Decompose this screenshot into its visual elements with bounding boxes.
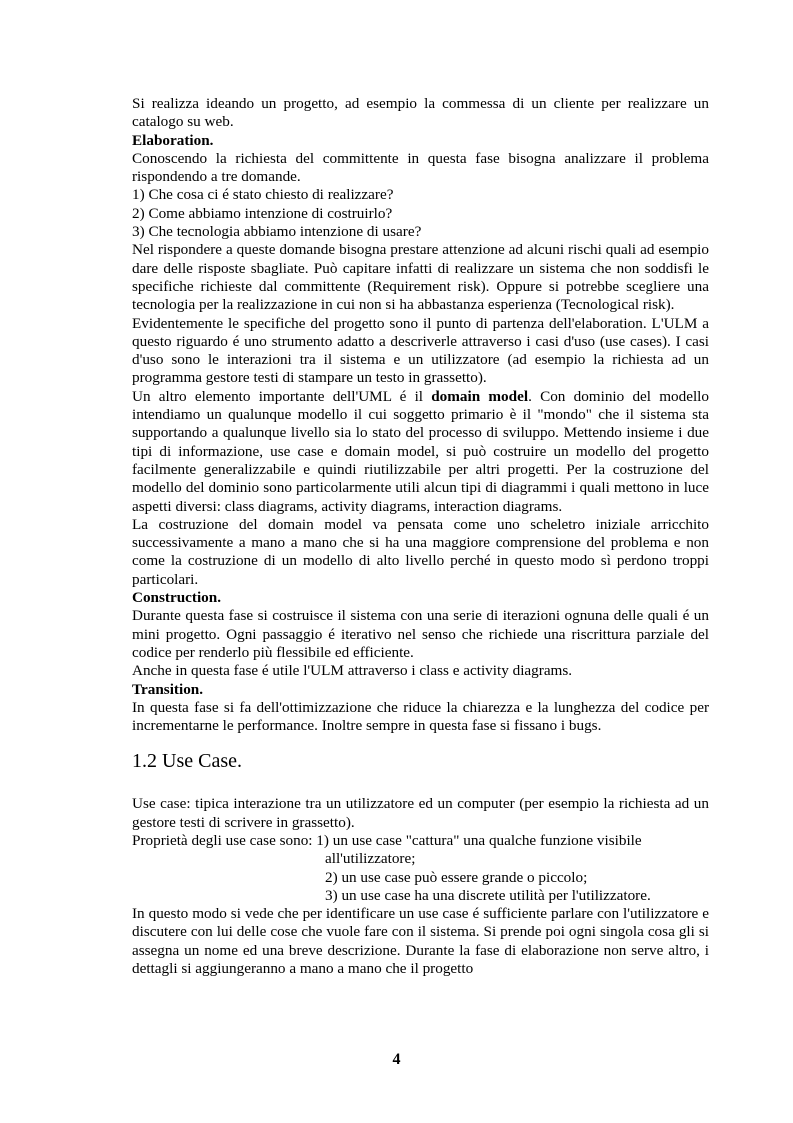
paragraph: Si realizza ideando un progetto, ad esempio la commessa di un cliente per realizzare un catalogo su web. xyxy=(132,95,709,131)
heading-construction: Construction. xyxy=(132,589,222,607)
text: . Con dominio del modello intendiamo un qualunque modello il cui soggetto primario è il "mondo" che il sistema sta supportando a qualunque livello sia lo stato del processo di sviluppo. Mettendo insieme i due tipi di informazione, use case e domain model, si può costruire un modello del progetto facilmente generalizzabile e quindi riutilizzabile per altri progetti. Per la costruzione del modello del dominio sono particolarmente utili alcun tipi di diagrammi i quali mettono in luce aspetti diversi: class diagrams, activity diagrams, interaction diagrams. xyxy=(132,387,709,515)
question-3: 3) Che tecnologia abbiamo intenzione di usare? xyxy=(132,223,422,241)
heading-transition: Transition. xyxy=(132,680,204,698)
paragraph: Nel rispondere a queste domande bisogna prestare attenzione ad alcuni rischi quali ad esempio dare delle risposte sbagliate. Può capitare infatti di realizzare un sistema che non soddisfi le specifiche richieste dal committente (Requirement risk). Oppure si potrebbe scegliere una tecnologia per la realizzazione in cui non si ha abbastanza esperienza (Tecnological risk). xyxy=(132,241,709,314)
document-body xyxy=(132,95,709,978)
property-line: 2) un use case può essere grande o piccolo; xyxy=(325,868,588,886)
paragraph: In questo modo si vede che per identificare un use case é sufficiente parlare con l'utilizzatore e discutere con lui delle cose che vuole fare con il sistema. Si prende poi ogni singola cosa gli si assegna un nome ed una breve descrizione. Durante la fase di elaborazione non serve altro, i dettagli si aggiungeranno a mano a mano che il progetto xyxy=(132,905,709,978)
bold-term: domain model xyxy=(431,387,529,405)
paragraph-domain-model xyxy=(132,388,709,516)
paragraph: Anche in questa fase é utile l'ULM attraverso i class e activity diagrams. xyxy=(132,662,573,680)
paragraph: Durante questa fase si costruisce il sistema con una serie di iterazioni ognuna delle quali é un mini progetto. Ogni passaggio é iterativo nel senso che richiede una riscrittura parziale del codice per renderlo più flessibile ed efficiente. xyxy=(132,607,709,661)
paragraph: Conoscendo la richiesta del committente in questa fase bisogna analizzare il problema rispondendo a tre domande. xyxy=(132,149,709,186)
section-title: 1.2 Use Case. xyxy=(132,750,242,773)
paragraph: Use case: tipica interazione tra un utilizzatore ed un computer (per esempio la richiesta ad un gestore testi di scrivere in grassetto). xyxy=(132,795,709,831)
paragraph: La costruzione del domain model va pensata come uno scheletro iniziale arricchito successivamente a mano a mano che si ha una maggiore comprensione del problema e non come la costruzione di un modello di alto livello perché in questo modo sì perdono troppi particolari. xyxy=(132,515,709,588)
property-line: 3) un use case ha una discrete utilità per l'utilizzatore. xyxy=(325,886,651,904)
property-line: all'utilizzatore; xyxy=(325,850,416,868)
heading-elaboration: Elaboration. xyxy=(132,131,214,149)
text: Un altro elemento importante dell'UML é il xyxy=(132,387,432,405)
question-2: 2) Come abbiamo intenzione di costruirlo? xyxy=(132,204,393,222)
paragraph: Evidentemente le specifiche del progetto sono il punto di partenza dell'elaboration. L'ULM a questo riguardo é uno strumento adatto a descriverle attraverso i casi d'uso (use cases). I casi d'uso sono le interazioni tra il sistema e un utilizzatore (ad esempio la richiesta ad un programma gestore testi di stampare un testo in grassetto). xyxy=(132,314,709,387)
paragraph: In questa fase si fa dell'ottimizzazione che riduce la chiarezza e la lunghezza del codice per incrementarne le performance. Inoltre sempre in questa fase si fissano i bugs. xyxy=(132,698,709,735)
properties-list-intro: Proprietà degli use case sono: 1) un use case "cattura" una qualche funzione visibile xyxy=(132,831,642,849)
question-1: 1) Che cosa ci é stato chiesto di realizzare? xyxy=(132,186,394,204)
page-number: 4 xyxy=(392,1051,401,1068)
